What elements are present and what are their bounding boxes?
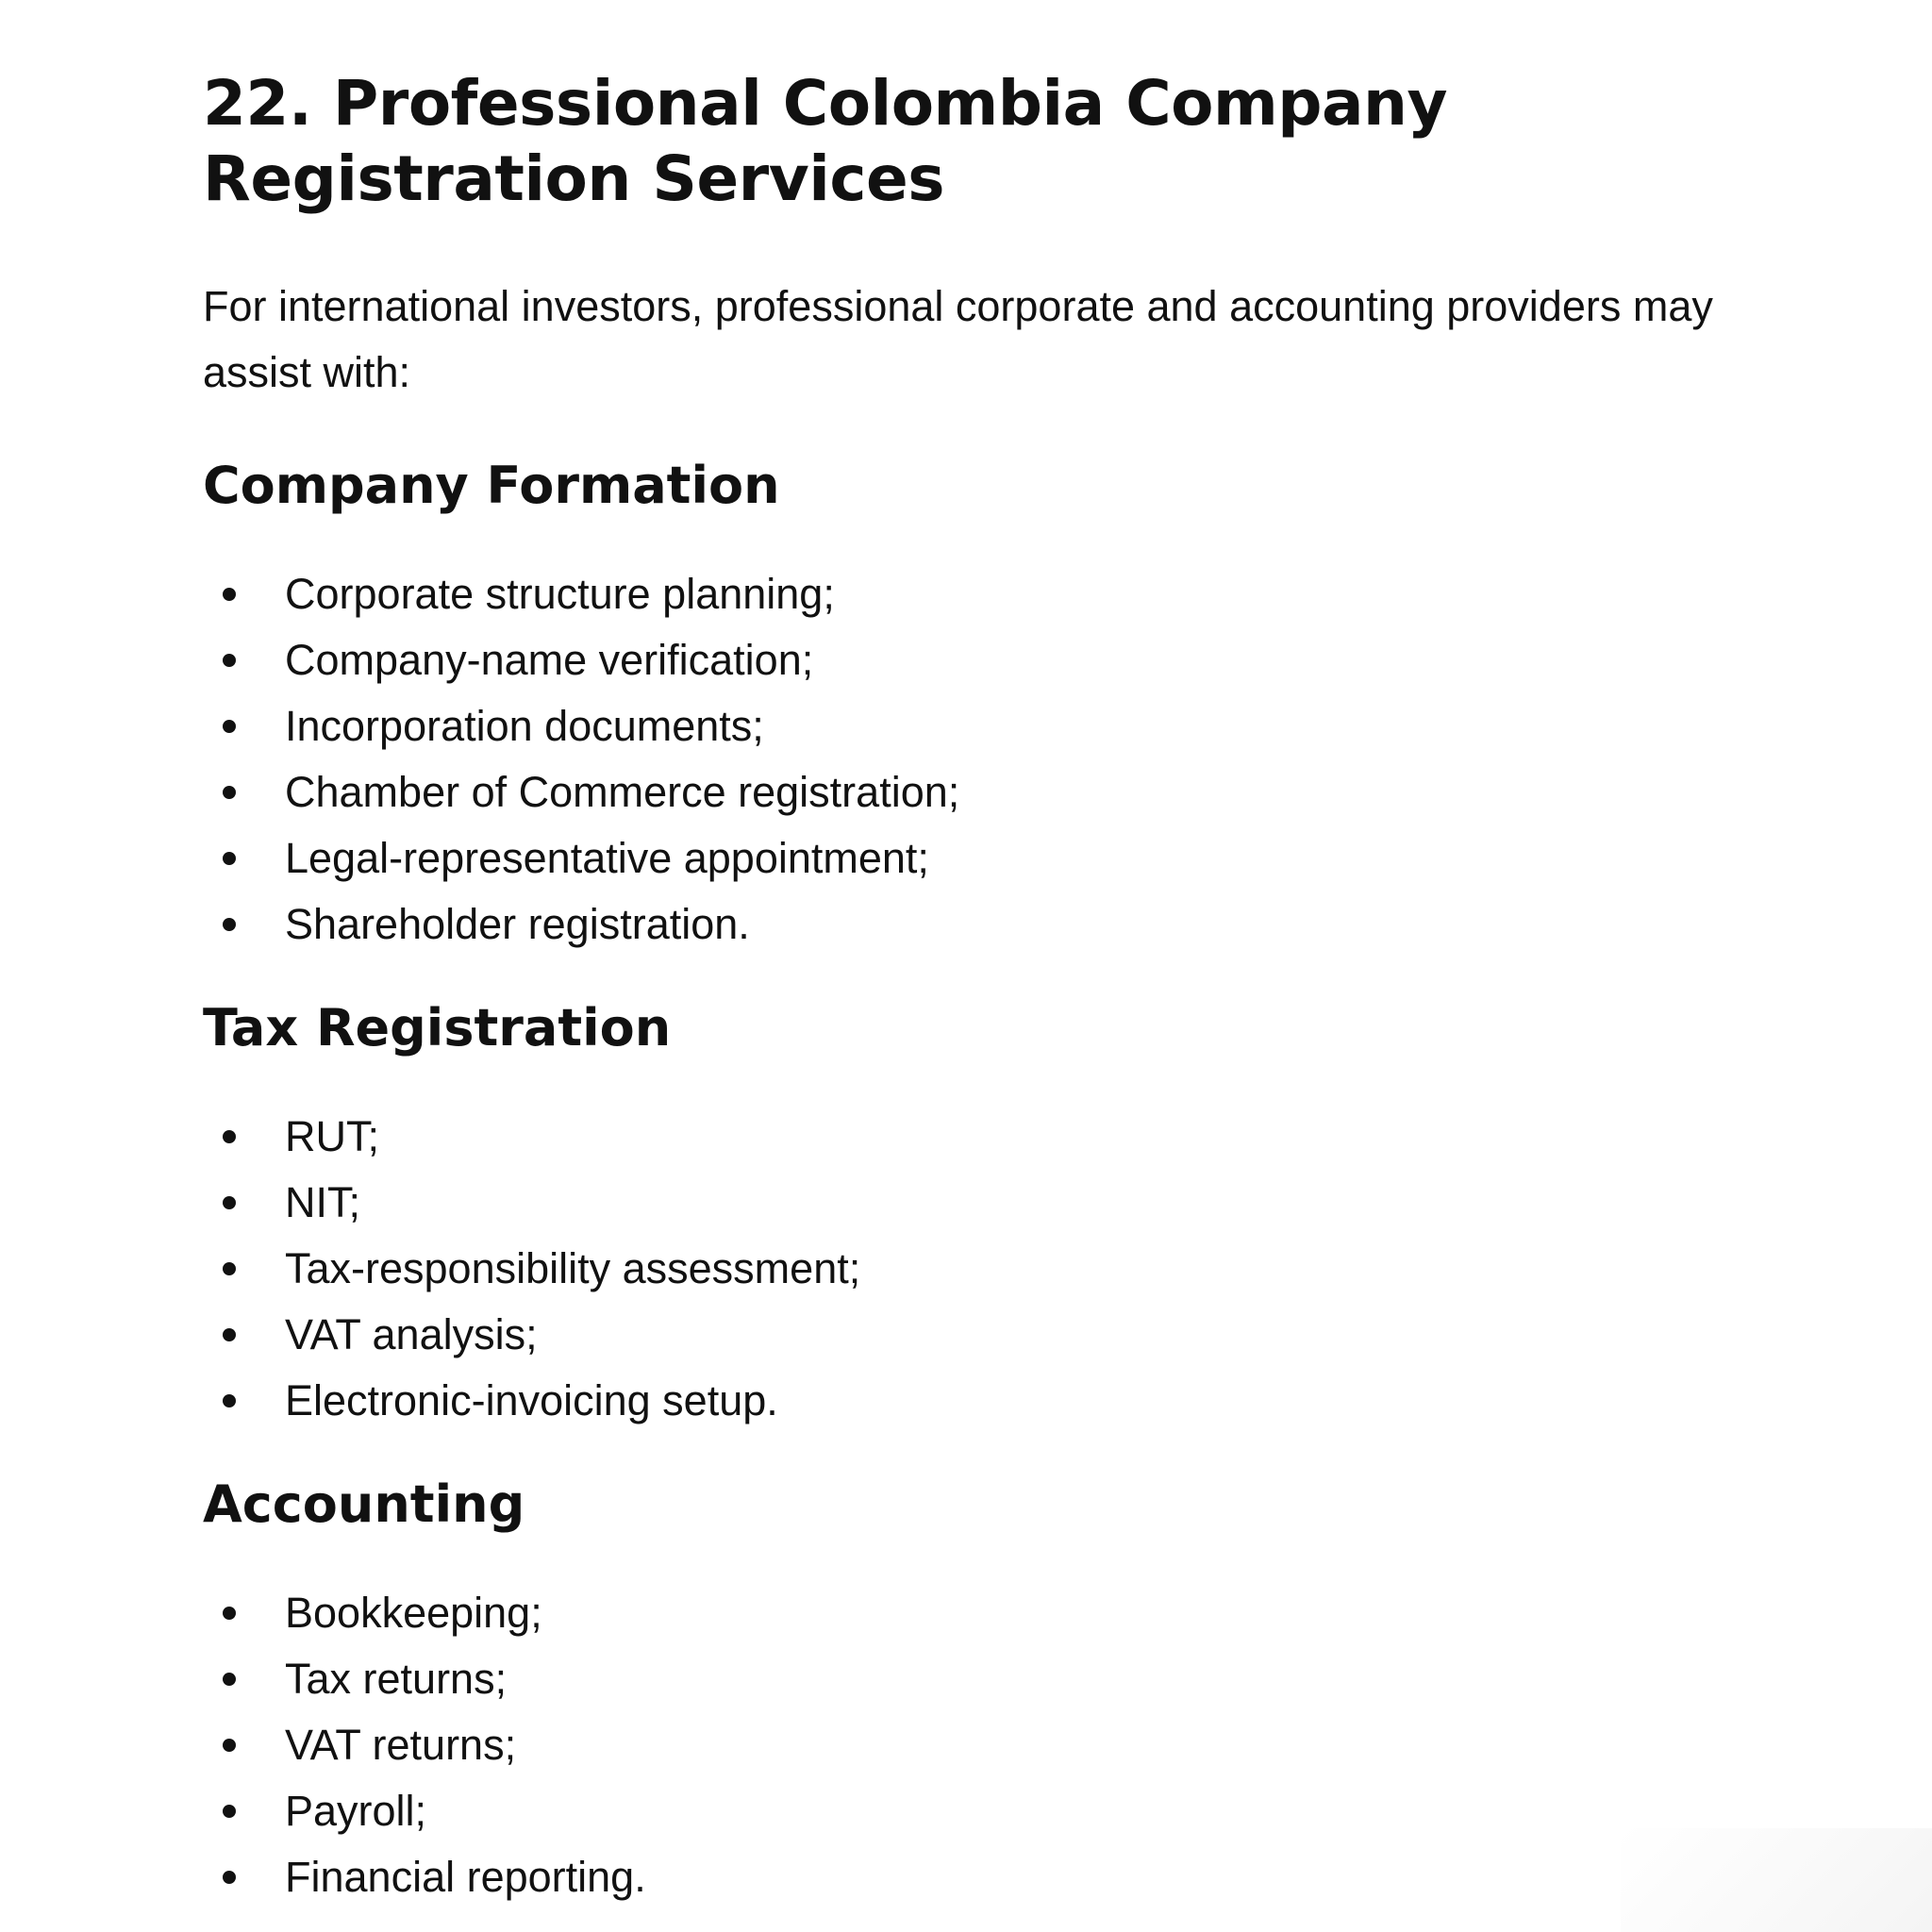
list-item-text: VAT analysis;	[285, 1310, 538, 1358]
faint-watermark	[1621, 1828, 1932, 1932]
list-item-text: Corporate structure planning;	[285, 570, 835, 618]
bullet-dot-icon	[223, 1130, 236, 1143]
list-item-text: Company-name verification;	[285, 636, 814, 684]
section-heading-tax-registration: Tax Registration	[203, 998, 672, 1058]
list-item-text: NIT;	[285, 1178, 361, 1226]
page-title: 22. Professional Colombia Company Registration Services	[203, 67, 1448, 215]
bullet-dot-icon	[223, 1673, 236, 1686]
accounting-list	[203, 1580, 1759, 1910]
document-page	[203, 66, 1759, 1910]
list-item	[203, 1302, 1759, 1368]
list-item-text: Incorporation documents;	[285, 702, 764, 750]
list-item-text: Legal-representative appointment;	[285, 834, 929, 882]
list-item-text: Electronic-invoicing setup.	[285, 1376, 778, 1424]
list-item	[203, 1170, 1759, 1236]
list-item-text: RUT;	[285, 1112, 379, 1160]
bullet-dot-icon	[223, 654, 236, 667]
list-item	[203, 1712, 1759, 1778]
list-item	[203, 627, 1759, 693]
bullet-dot-icon	[223, 1196, 236, 1209]
company-formation-list	[203, 561, 1759, 958]
section-heading-company-formation: Company Formation	[203, 456, 780, 515]
list-item	[203, 1236, 1759, 1302]
list-item-text: Chamber of Commerce registration;	[285, 768, 960, 816]
bullet-dot-icon	[223, 1739, 236, 1752]
list-item	[203, 1104, 1759, 1170]
list-item	[203, 1368, 1759, 1434]
list-item	[203, 759, 1759, 825]
list-item-text: Shareholder registration.	[285, 900, 750, 948]
list-item-text: Payroll;	[285, 1787, 427, 1835]
bullet-dot-icon	[223, 588, 236, 601]
bullet-dot-icon	[223, 1871, 236, 1884]
list-item	[203, 1646, 1759, 1712]
bullet-dot-icon	[223, 1805, 236, 1818]
bullet-dot-icon	[223, 1607, 236, 1620]
bullet-dot-icon	[223, 1394, 236, 1407]
list-item-text: Tax-responsibility assessment;	[285, 1244, 861, 1292]
list-item	[203, 1844, 1759, 1910]
bullet-dot-icon	[223, 1262, 236, 1275]
list-item-text: Tax returns;	[285, 1655, 508, 1703]
list-item	[203, 891, 1759, 958]
bullet-dot-icon	[223, 852, 236, 865]
list-item-text: Financial reporting.	[285, 1853, 646, 1901]
bullet-dot-icon	[223, 720, 236, 733]
list-item	[203, 1580, 1759, 1646]
section-heading-accounting: Accounting	[203, 1474, 525, 1534]
list-item-text: VAT returns;	[285, 1721, 517, 1769]
tax-registration-list	[203, 1104, 1759, 1434]
bullet-dot-icon	[223, 918, 236, 931]
list-item-text: Bookkeeping;	[285, 1589, 542, 1637]
list-item	[203, 825, 1759, 891]
list-item	[203, 561, 1759, 627]
bullet-dot-icon	[223, 1328, 236, 1341]
intro-paragraph: For international investors, professional corporate and accounting providers may assist with:	[203, 282, 1713, 396]
bullet-dot-icon	[223, 786, 236, 799]
list-item	[203, 693, 1759, 759]
list-item	[203, 1778, 1759, 1844]
